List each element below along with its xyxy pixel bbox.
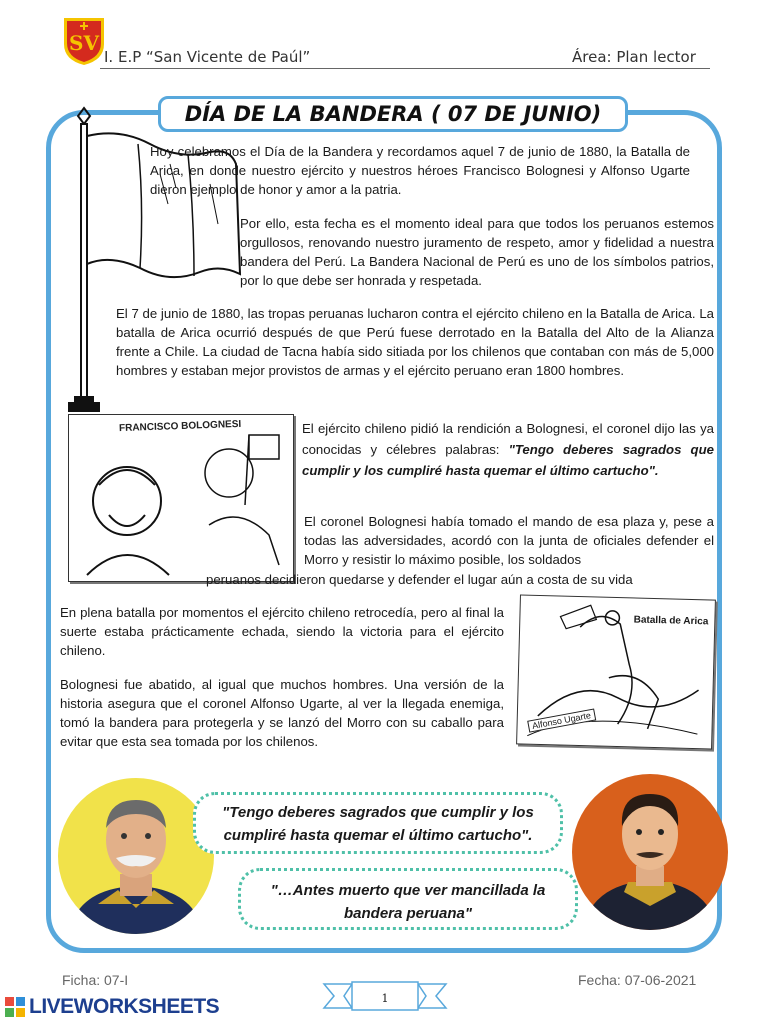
header-divider bbox=[100, 68, 710, 69]
subject-area: Área: Plan lector bbox=[572, 48, 696, 66]
paragraph-fecha: Por ello, esta fecha es el momento ideal para que todos los peruanos estemos orgullosos, renovando nuestro juramento de respeto, amor y fidelidad a nuestra bandera del Perú. La Bandera Nacional de Perú es uno de los símbolos patrios, por lo que debe ser honrada y respetada. bbox=[240, 216, 714, 288]
page-number-ribbon bbox=[322, 978, 448, 1014]
arica-drawing bbox=[516, 594, 716, 749]
paragraph-coronel: El coronel Bolognesi había tomado el mando de esa plaza y, pese a todas las adversidades, acordó con la junta de oficiales defender el Morro y resistir lo máximo posible, los soldados bbox=[304, 514, 714, 567]
svg-text:SV: SV bbox=[69, 31, 99, 55]
paragraph-intro: Hoy celebramos el Día de la Bandera y recordamos aquel 7 de junio de 1880, la Batalla de Arica, en donde nuestro ejército y nuestros héroes Francisco Bolognesi y Alfonso Ugarte dieron ejemplo de honor y amor a la patria. bbox=[150, 144, 690, 197]
bolognesi-portrait bbox=[58, 778, 214, 934]
school-name: I. E.P “San Vicente de Paúl” bbox=[104, 48, 311, 66]
paragraph-abatido: Bolognesi fue abatido, al igual que muchos hombres. Una versión de la historia asegura que el coronel Alfonso Ugarte, al ver la llegada enemiga, tomó la bandera para protegerla y se lanzó del Morro con su caballo para evitar que esta sea tomada por los chilenos. bbox=[60, 677, 504, 749]
quote-bolognesi-text: "Tengo deberes sagrados que cumplir y los cumpliré hasta quemar el último cartucho". bbox=[222, 804, 534, 844]
page-title: DÍA DE LA BANDERA ( 07 DE JUNIO) bbox=[158, 96, 628, 132]
quote-bolognesi bbox=[193, 792, 563, 854]
ficha-label: Ficha: 07-I bbox=[62, 972, 129, 988]
school-logo bbox=[62, 16, 106, 66]
quote-ugarte bbox=[238, 868, 578, 930]
fecha-label: Fecha: 07-06-2021 bbox=[578, 972, 697, 988]
bolognesi-caption: FRANCISCO BOLOGNESI bbox=[118, 418, 242, 435]
rendicion-quote: "Tengo deberes sagrados que cumplir y los cumpliré hasta quemar el último cartucho". bbox=[302, 442, 714, 478]
paragraph-batalla: En plena batalla por momentos el ejército chileno retrocedía, pero al final la suerte estaba prácticamente echada, siendo la victoria para el ejército chileno. bbox=[60, 605, 504, 658]
paragraph-coronel-last: peruanos decidieron quedarse y defender el lugar aún a costa de su vida bbox=[206, 572, 633, 587]
paragraph-rendicion bbox=[302, 418, 714, 481]
liveworksheets-logo[interactable] bbox=[4, 994, 219, 1020]
paragraph-historia: El 7 de junio de 1880, las tropas peruanas lucharon contra el ejército chileno en la Batalla de Arica. La batalla de Arica ocurrió después de que Perú fuese derrotado en la Batalla del Alto de la Alianza frente a Chile. La ciudad de Tacna había sido sitiada por los chilenos que contaban con más de 5,000 hombres y estaban mejor provistos de armas y el ejército peruano eran 1800 hombres. bbox=[116, 306, 714, 378]
ugarte-portrait bbox=[572, 774, 728, 930]
liveworksheets-icon bbox=[4, 996, 26, 1018]
ugarte-caption: Alfonso Ugarte bbox=[527, 709, 596, 733]
rendicion-text: El ejército chileno pidió la rendición a Bolognesi, el coronel dijo las ya conocidas y célebres palabras: bbox=[302, 421, 714, 457]
bolognesi-drawing bbox=[68, 414, 294, 582]
page-number: 1 bbox=[381, 992, 389, 1005]
quote-ugarte-text: "…Antes muerto que ver mancillada la bandera peruana" bbox=[270, 882, 546, 922]
liveworksheets-brand: LIVEWORKSHEETS bbox=[29, 995, 220, 1018]
arica-caption: Batalla de Arica bbox=[633, 614, 709, 628]
